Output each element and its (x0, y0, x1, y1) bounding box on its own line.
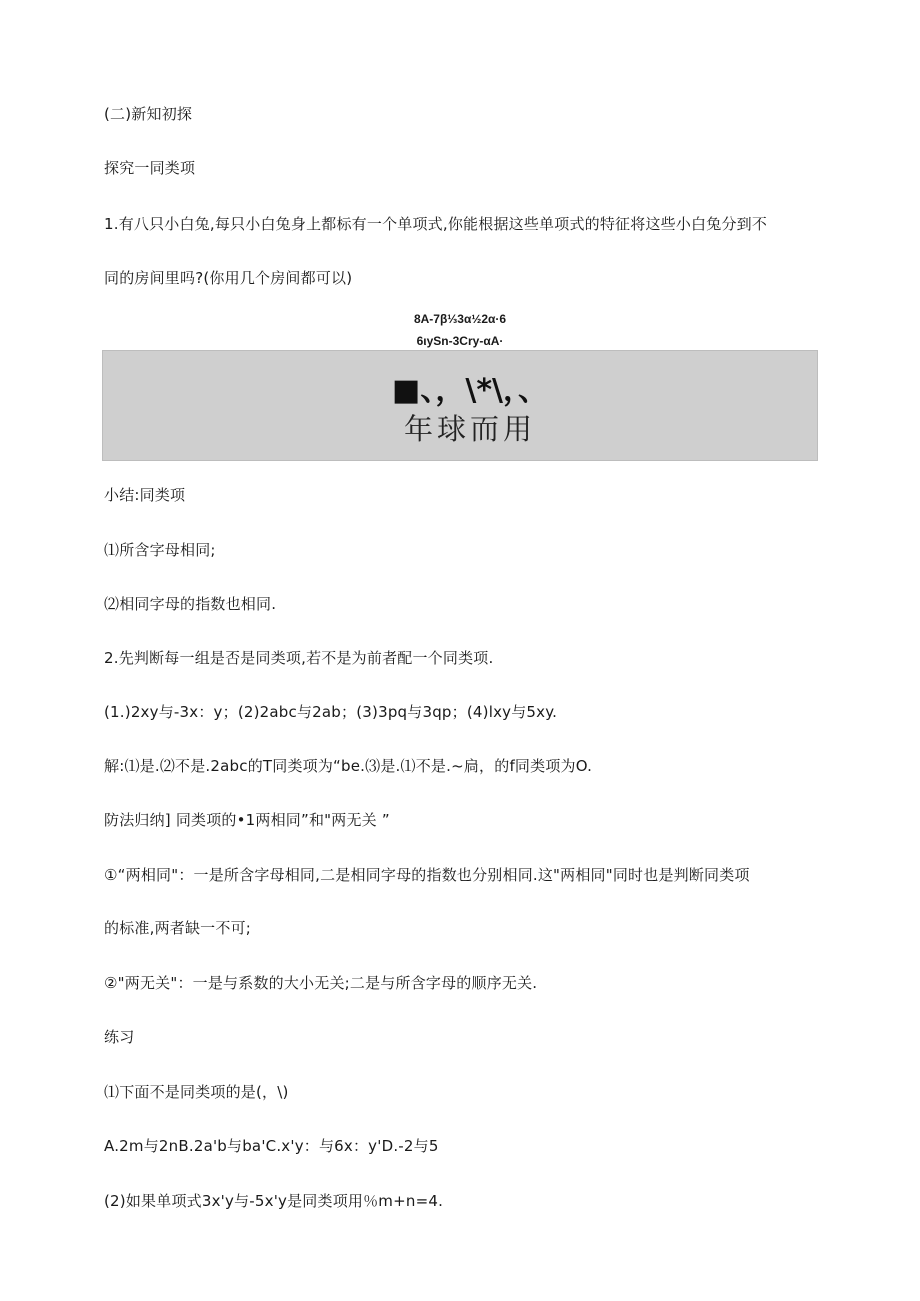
question-1-line-2: 同的房间里吗?(你用几个房间都可以) (104, 269, 353, 287)
summary-item-2: ⑵相同字母的指数也相同. (104, 595, 277, 613)
summary-title: 小结:同类项 (104, 486, 186, 504)
rabbit-figure (102, 350, 818, 461)
question-2: 2.先判断每一组是否是同类项,若不是为前者配一个同类项. (104, 649, 494, 667)
explore-title: 探究一同类项 (104, 159, 196, 177)
practice-1-options: A.2m与2nB.2a'b与ba'C.x'y：与6x：y'D.-2与5 (104, 1137, 439, 1155)
method-1-line-1: ①“两相同"：一是所含字母相同,二是相同字母的指数也分别相同.这"两相同"同时也是判断同类项 (104, 866, 750, 884)
figure-text-2: 年球而用 (403, 412, 536, 446)
method-1-line-2: 的标准,两者缺一不可; (104, 919, 252, 937)
question-2-items: (1.)2xy与-3x：y；(2)2abc与2ab；(3)3pq与3qp；(4)lxy与5xy. (104, 703, 558, 721)
figure-caption-2: 6ιySn-3Cry-αA· (416, 334, 504, 348)
figure-text-1: ■、，\*\，、 (392, 373, 548, 408)
section-title: (二)新知初探 (104, 105, 193, 123)
practice-title: 练习 (104, 1028, 135, 1046)
practice-1: ⑴下面不是同类项的是(，\) (104, 1083, 289, 1101)
question-1-line-1: 1.有八只小白兔,每只小白兔身上都标有一个单项式,你能根据这些单项式的特征将这些小白兔分到不 (104, 215, 768, 233)
method-title: 防法归纳] 同类项的•1两相同”和"两无关 ” (104, 811, 390, 829)
summary-item-1: ⑴所含字母相同; (104, 541, 216, 559)
practice-2: (2)如果单项式3x'y与-5x'y是同类项用％m+n=4. (104, 1192, 444, 1210)
method-2: ②"两无关"：一是与系数的大小无关;二是与所含字母的顺序无关. (104, 974, 538, 992)
figure-caption-1: 8A-7β⅓3α½2α·6 (413, 312, 507, 326)
question-2-answer: 解:⑴是.⑵不是.2abc的T同类项为“be.⑶是.⑴不是.~扃，的f同类项为O. (104, 757, 593, 775)
